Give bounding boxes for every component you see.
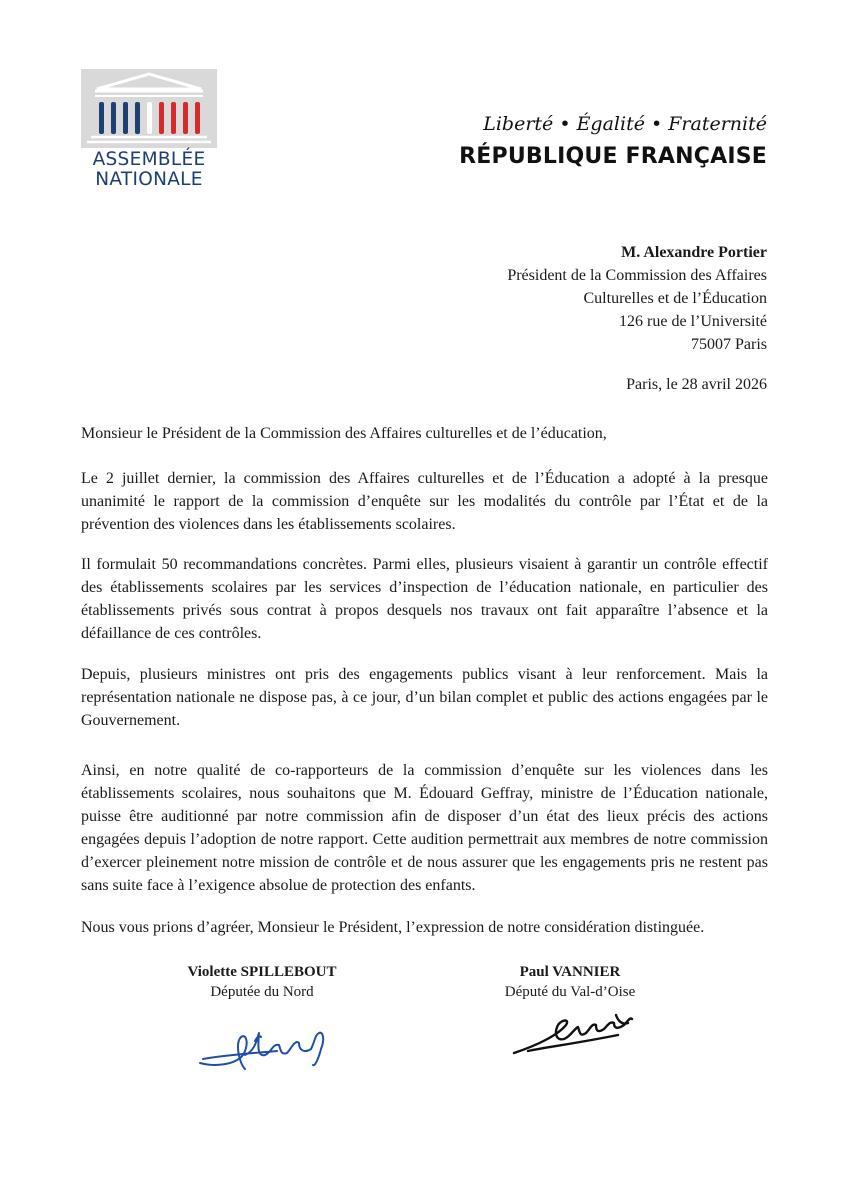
logo-emblem [81,69,217,148]
republic-name: RÉPUBLIQUE FRANÇAISE [459,144,767,169]
addressee-name: M. Alexandre Portier [621,244,767,261]
paragraph-3: Depuis, plusieurs ministres ont pris des engagements publics visant à leur renforcement. Mais la représentation nationale ne dispose pas, à ce jour, d’un bilan complet et public des actions engagées par le Gouvernement. [81,666,768,729]
addressee-block [507,241,767,356]
addressee-line: 75007 Paris [691,336,767,353]
addressee-line: 126 rue de l’Université [619,313,767,330]
signatory-right [470,962,670,1002]
signatory-name: Paul VANNIER [519,964,621,980]
handwritten-signature-icon [195,1015,340,1075]
signatory-left [162,962,362,1002]
logo-text-line1: ASSEMBLÉE [92,149,206,170]
republic-motto: Liberté • Égalité • Fraternité [483,113,767,135]
signatory-name: Violette SPILLEBOUT [187,964,337,980]
paragraph-2: Il formulait 50 recommandations concrètes. Parmi elles, plusieurs visaient à garantir un contrôle effectif des établissements scolaires par les services d’inspection de l’éducation nationale, en particulier des établissements privés sous contrat à propos desquels nos travaux ont fait apparaître l’absence et la défaillance de ces contrôles. [81,556,768,642]
addressee-line: Culturelles et de l’Éducation [583,290,767,307]
paragraph-1: Le 2 juillet dernier, la commission des Affaires culturelles et de l’Éducation a adopté à la presque unanimité le rapport de la commission d’enquête sur les modalités du contrôle par l’État et de la prévention des violences dans les établissements scolaires. [81,470,768,533]
signatory-title: Député du Val-d’Oise [504,984,636,1000]
paragraph-4: Ainsi, en notre qualité de co-rapporteurs de la commission d’enquête sur les violences dans les établissements scolaires, nous souhaitons que M. Édouard Geffray, ministre de l’Éducation nationale, puisse être auditionné par notre commission afin de disposer d’un état des lieux précis des actions engagées depuis l’adoption de notre rapport. Cette audition permettrait aux membres de notre commission d’exercer pleinement notre mission de contrôle et de nous assurer que les engagements pris ne restent pas sans suite face à l’exigence absolue de protection des enfants. [81,762,768,894]
assemblee-nationale-logo [81,69,217,189]
closing-formula: Nous vous prions d’agréer, Monsieur le Président, l’expression de notre considération distinguée. [81,919,705,936]
signatory-title: Députée du Nord [210,984,314,1000]
logo-text-line2: NATIONALE [95,169,203,190]
letter-date: Paris, le 28 avril 2026 [626,376,767,393]
handwritten-signature-icon [508,1005,638,1060]
salutation: Monsieur le Président de la Commission des Affaires culturelles et de l’éducation, [81,425,607,442]
addressee-line: Président de la Commission des Affaires [507,267,767,284]
hemicycle-icon [81,69,217,148]
